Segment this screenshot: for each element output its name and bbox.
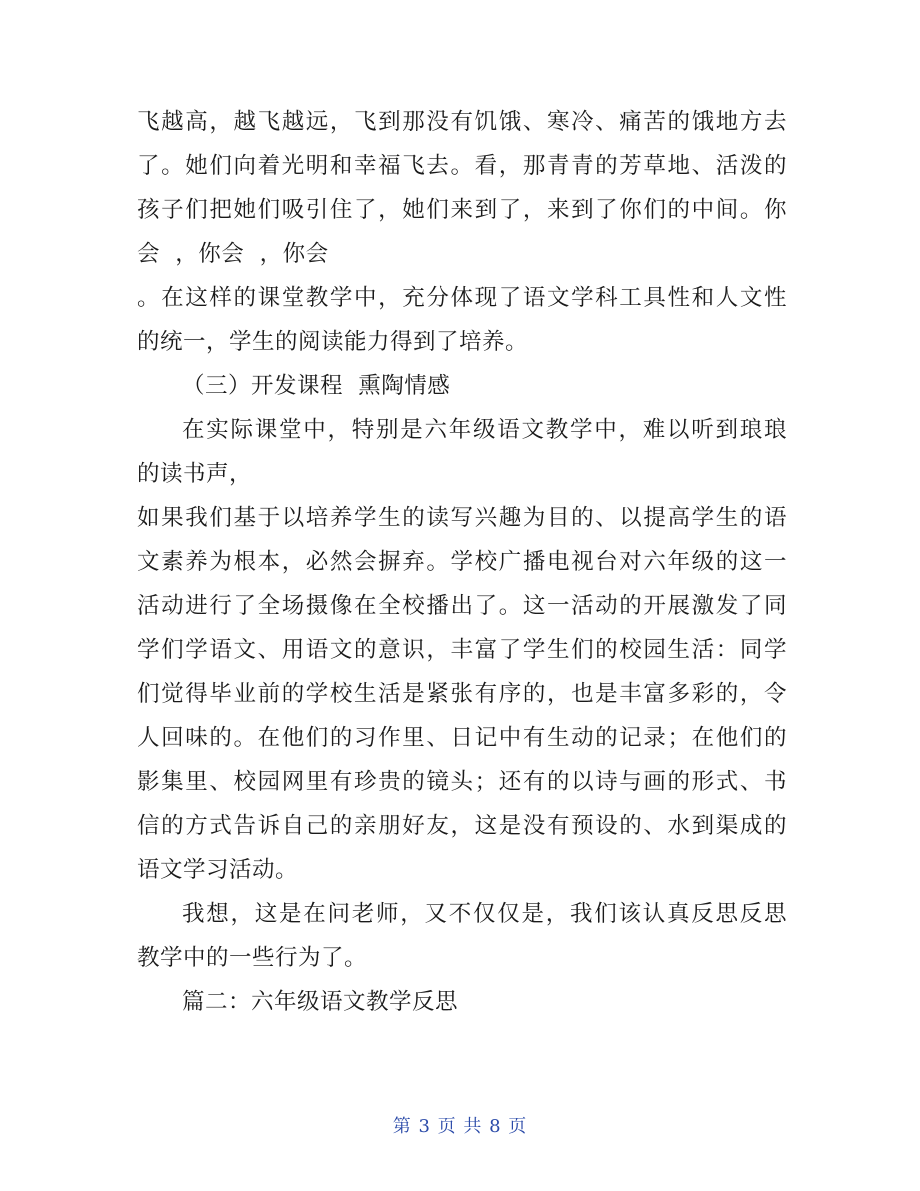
article-title: 篇二：六年级语文教学反思 [182, 989, 459, 1015]
body-line-6: 的统一，学生的阅读能力得到了培养。 [137, 329, 529, 355]
body-line-4: 会 ，你会 ，你会 [137, 241, 329, 267]
body-line-15: 人回味的。在他们的习作里、日记中有生动的记录；在他们的 [137, 725, 787, 751]
body-line-1: 飞越高，越飞越远，飞到那没有饥饿、寒冷、痛苦的饿地方去 [137, 109, 787, 135]
document-body [137, 100, 787, 1024]
body-line-2: 了。她们向着光明和幸福飞去。看，那青青的芳草地、活泼的 [137, 153, 787, 179]
page-number-footer: 第 3 页 共 8 页 [392, 1116, 528, 1137]
body-line-8: 在实际课堂中，特别是六年级语文教学中，难以听到琅琅 [182, 417, 787, 443]
body-line-18: 语文学习活动。 [137, 857, 299, 883]
body-line-12: 活动进行了全场摄像在全校播出了。这一活动的开展激发了同 [137, 593, 787, 619]
body-line-17: 信的方式告诉自己的亲朋好友，这是没有预设的、水到渠成的 [137, 813, 787, 839]
body-line-16: 影集里、校园网里有珍贵的镜头；还有的以诗与画的形式、书 [137, 769, 787, 795]
body-line-3: 孩子们把她们吸引住了，她们来到了，来到了你们的中间。你 [137, 197, 787, 223]
body-line-9: 的读书声， [137, 461, 253, 487]
body-line-14: 们觉得毕业前的学校生活是紧张有序的，也是丰富多彩的，令 [137, 681, 787, 707]
body-line-5: 。在这样的课堂教学中，充分体现了语文学科工具性和人文性 [137, 285, 787, 311]
body-line-19: 我想，这是在问老师，又不仅仅是，我们该认真反思反思 [182, 901, 787, 927]
section-heading: （三）开发课程 熏陶情感 [182, 373, 451, 399]
body-line-13: 学们学语文、用语文的意识，丰富了学生们的校园生活：同学 [137, 637, 787, 663]
body-line-11: 文素养为根本，必然会摒弃。学校广播电视台对六年级的这一 [137, 549, 787, 575]
body-line-10: 如果我们基于以培养学生的读写兴趣为目的、以提高学生的语 [137, 505, 787, 531]
body-line-20: 教学中的一些行为了。 [137, 945, 368, 971]
